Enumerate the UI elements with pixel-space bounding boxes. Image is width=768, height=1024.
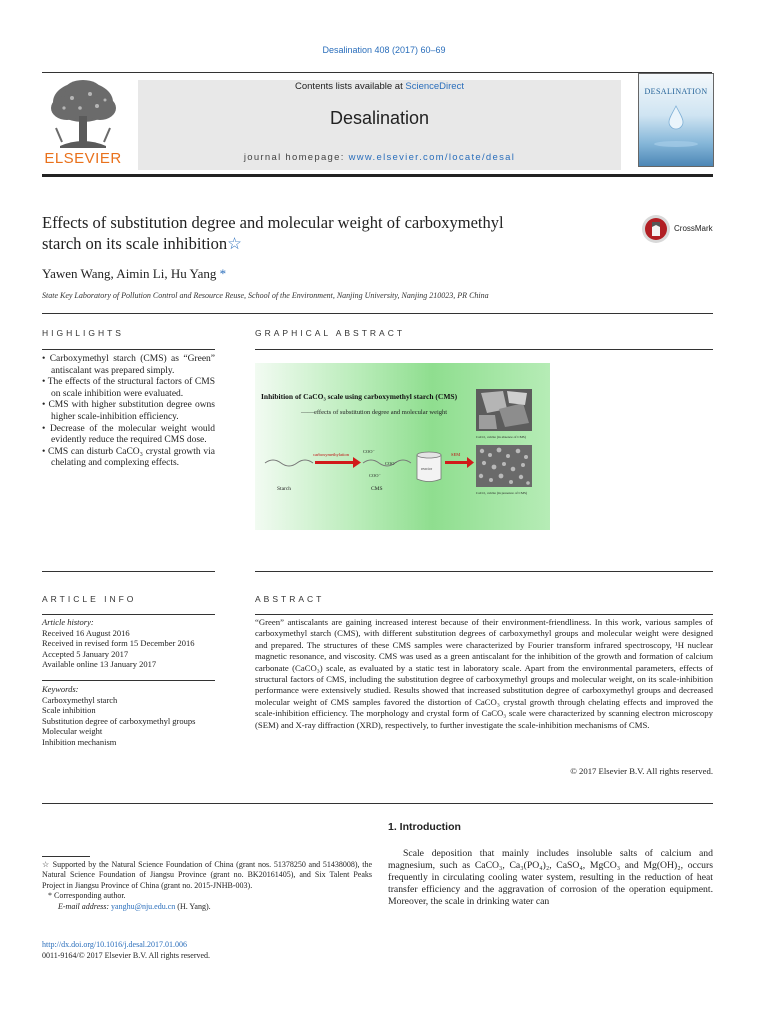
abstract-text: “Green” antiscalants are gaining increased interest because of their environment-friendliness. In this work, various samples of carboxymethyl starch (CMS), with different substitution degrees of carboxymethyl groups and molecular weight were designed and prepared. The structures of these CMS samples were characterized by Fourier transform infrared spectroscopy, ¹H nuclear magnetic resonance, and viscosity. CMS was used as a green antiscalant for the inhibition of the growth and formation of calcium carbonate (CaCO₃) scale, as evaluated by a static test in laboratory scale. Apart from the environmental parameters, effects of structural factors of CMS, including the substitution degree of carboxymethyl groups and molecular weight, on its scale-inhibition performance were extensively studied. Results showed that increased substitution degree of carboxymethyl groups and decreased molecular weight of CMS samples favored the distortion of CaCO₃ crystal growth through chelating effects and improved the scale-inhibition efficiency. The morphology and crystal form of CaCO₃ scale were characterized by scanning electron microscopy (SEM) and X-ray diffraction (XRD), respectively, to further investigate the scale-inhibition mechanisms of CMS. [255, 617, 713, 730]
introduction-heading: 1. Introduction [388, 821, 461, 833]
crossmark-label: CrossMark [674, 224, 713, 233]
journal-cover-image[interactable] [638, 73, 714, 167]
reaction-arrow-icon [315, 461, 353, 464]
publisher-name: ELSEVIER [44, 150, 122, 167]
abstract-heading: ABSTRACT [255, 594, 325, 604]
sem-caption: CaCO₃ calcite (in presence of CMS) [476, 491, 528, 495]
issn-line: 0011-9164/© 2017 Elsevier B.V. All rights reserved. [42, 951, 211, 960]
journal-title: Desalination [329, 108, 430, 128]
doi-link[interactable]: http://dx.doi.org/10.1016/j.desal.2017.01.006 [42, 940, 187, 949]
sem-caption: CaCO₃ calcite (in absence of CMS) [476, 435, 526, 439]
header-divider [42, 174, 713, 177]
authors-names: Yawen Wang, Aimin Li, Hu Yang [42, 266, 220, 281]
crossmark-icon [641, 214, 671, 244]
revised-date: Received in revised form 15 December 2016 [42, 638, 195, 648]
arrow-head-icon [353, 457, 361, 468]
highlight-item: • The effects of the structural factors of CMS on scale inhibition were evaluated. [42, 377, 215, 399]
graphical-abstract-heading: GRAPHICAL ABSTRACT [255, 328, 406, 338]
divider [255, 571, 713, 572]
highlight-item: • CMS with higher substitution degree owns higher scale-inhibition efficiency. [42, 400, 215, 422]
coo-label: COO⁻ [363, 449, 375, 454]
arrow-head-icon [467, 457, 474, 468]
starch-label: Starch [277, 486, 292, 492]
keyword: Molecular weight [42, 726, 103, 737]
divider [42, 803, 713, 804]
starch-chain-icon [265, 460, 313, 466]
highlight-item: • Decrease of the molecular weight would evidently reduce the required CMS dose. [42, 423, 215, 446]
divider [42, 313, 713, 314]
ga-subtitle: ——effects of substitution degree and molecular weight [301, 409, 448, 416]
divider [42, 349, 215, 350]
keyword: Inhibition mechanism [42, 736, 117, 747]
journal-homepage [138, 152, 621, 163]
divider [255, 349, 713, 350]
article-title [42, 212, 622, 254]
highlight-item: • Carboxymethyl starch (CMS) as “Green” antiscalant was prepared simply. [42, 354, 215, 376]
accepted-date: Accepted 5 January 2017 [42, 648, 129, 659]
cover-title: DESALINATION [644, 87, 708, 96]
homepage-prefix: journal homepage: [243, 152, 349, 163]
graphical-abstract-figure[interactable] [255, 363, 550, 530]
keyword: Carboxymethyl starch [42, 694, 118, 705]
email-link[interactable]: yanghu@nju.edu.cn [111, 901, 176, 911]
email-label: E-mail address: [58, 901, 112, 911]
divider [42, 72, 712, 73]
title-footnote-marker[interactable]: ☆ [227, 234, 242, 253]
article-info-heading: ARTICLE INFO [42, 594, 137, 604]
keywords-block [42, 684, 215, 748]
sem-arrow-icon [445, 461, 467, 464]
author-list [42, 266, 226, 282]
ga-title: Inhibition of CaCO₃ scale using carboxymethyl starch (CMS) [261, 392, 458, 401]
divider [255, 614, 713, 615]
highlight-item: • CMS can disturb CaCO₃ crystal growth via chelating and complexing effects. [42, 446, 215, 469]
online-date: Available online 13 January 2017 [42, 659, 157, 669]
title-line-2: starch on its scale inhibition [42, 234, 228, 253]
contents-prefix: Contents lists available at [295, 81, 406, 92]
reaction-label: carboxymethylation [313, 452, 349, 457]
contents-line [138, 81, 621, 92]
funding-footnote: ☆ Supported by the Natural Science Foundation of China (grant nos. 51378250 and 51438008), the Natural Science Foundation of Jiangsu Province (grant no. BK20161405), and Six Talent Peaks Project in Jiangsu Province of China (grant no. 2015-JNHB-003). [42, 860, 372, 890]
introduction-text: Scale deposition that mainly includes insoluble salts of calcium and magnesium, such as CaCO₃, Ca₃(PO₄)₂, CaSO₄, MgCO₃ and Mg(OH)₂, occurs frequently in circulating cooling water system, resulting in the reduction of heat transfer efficiency and the aggravation of corrosion of the operation equipment. Moreover, the scale in drinking water can [388, 848, 713, 907]
article-history [42, 617, 215, 670]
keyword: Substitution degree of carboxymethyl groups [42, 715, 196, 726]
sciencedirect-link[interactable]: ScienceDirect [405, 81, 464, 92]
keyword: Scale inhibition [42, 705, 96, 716]
coo-label: COO⁻ [385, 461, 397, 466]
divider [42, 571, 215, 572]
history-label: Article history: [42, 617, 94, 627]
corresponding-author-marker[interactable]: * [219, 266, 227, 281]
graphical-abstract-diagram [255, 363, 550, 530]
cms-label: CMS [371, 486, 383, 492]
homepage-link[interactable]: www.elsevier.com/locate/desal [348, 152, 516, 163]
received-date: Received 16 August 2016 [42, 627, 130, 638]
beaker-label: reactor [421, 466, 433, 471]
affiliation: State Key Laboratory of Pollution Control and Resource Reuse, School of the Environment, Nanjing University, Nanjing 210023, PR China [42, 291, 489, 300]
highlights-list [42, 354, 215, 470]
sem-label: SEM [451, 452, 461, 457]
highlights-heading: HIGHLIGHTS [42, 328, 124, 338]
divider [42, 680, 215, 681]
divider [42, 614, 215, 615]
corresponding-footnote: * Corresponding author. [48, 891, 126, 901]
email-suffix: (H. Yang). [175, 901, 211, 911]
email-footnote [42, 902, 372, 912]
footnotes [42, 860, 372, 912]
keywords-label: Keywords: [42, 684, 79, 694]
footnote-divider [42, 856, 90, 857]
journal-citation[interactable]: Desalination 408 (2017) 60–69 [322, 45, 446, 55]
water-drop-icon [639, 74, 713, 166]
crossmark-badge[interactable] [641, 214, 741, 244]
coo-label: COO⁻ [369, 473, 381, 478]
title-line-1: Effects of substitution degree and molecular weight of carboxymethyl [42, 213, 504, 232]
abstract-copyright: © 2017 Elsevier B.V. All rights reserved. [570, 766, 713, 776]
